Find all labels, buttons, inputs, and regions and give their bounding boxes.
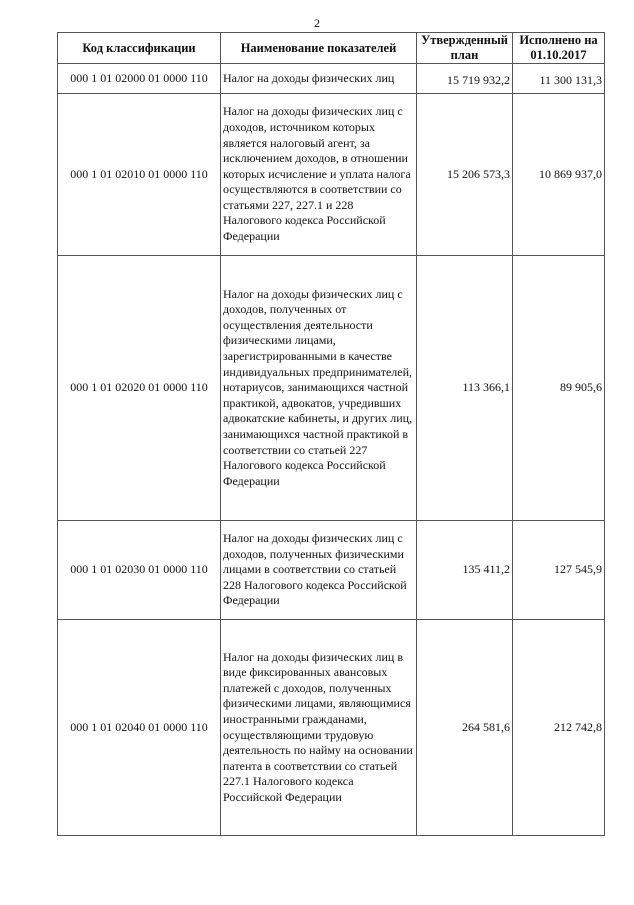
row-done: 10 869 937,0 (513, 94, 605, 256)
row-done: 212 742,8 (513, 620, 605, 836)
table-row (58, 64, 605, 94)
row-code: 000 1 01 02030 01 0000 110 (58, 521, 221, 620)
table-header-row (58, 33, 605, 64)
row-plan: 113 366,1 (417, 256, 513, 521)
row-name: Налог на доходы физических лиц в виде фиксированных авансовых платежей с доходов, полученных физическими лицами, являющимися иностранными гражданами, осуществляющими трудовую деятельность по найму на основании патента в соответствии со статьей 227.1 Налогового кодекса Российской Федерации (221, 620, 417, 836)
row-name: Налог на доходы физических лиц с доходов, полученных от осуществления деятельности физическими лицами, зарегистрированными в качестве индивидуальных предпринимателей, нотариусов, занимающихся частной практикой, адвокатов, учредивших адвокатские кабинеты, и других лиц, занимающихся частной практикой в соответствии со статьей 227 Налогового кодекса Российской Федерации (221, 256, 417, 521)
table-row (58, 94, 605, 256)
row-name: Налог на доходы физических лиц (221, 64, 417, 94)
row-plan: 135 411,2 (417, 521, 513, 620)
row-code: 000 1 01 02040 01 0000 110 (58, 620, 221, 836)
header-code: Код классификации (58, 33, 221, 64)
row-name: Налог на доходы физических лиц с доходов, источником которых является налоговый агент, за исключением доходов, в отношении которых исчисление и уплата налога осуществляются в соответствии со статьями 227, 227.1 и 228 Налогового кодекса Российской Федерации (221, 94, 417, 256)
page-number: 2 (314, 16, 320, 30)
row-done: 127 545,9 (513, 521, 605, 620)
row-plan: 15 719 932,2 (417, 64, 513, 94)
header-plan: Утвержденный план (417, 33, 513, 64)
row-code: 000 1 01 02010 01 0000 110 (58, 94, 221, 256)
header-done-line2: 01.10.2017 (530, 48, 587, 62)
header-done-line1: Исполнено на (519, 33, 598, 47)
budget-table (57, 32, 605, 836)
row-done: 89 905,6 (513, 256, 605, 521)
row-done: 11 300 131,3 (513, 64, 605, 94)
table-row (58, 256, 605, 521)
row-name: Налог на доходы физических лиц с доходов, полученных физическими лицами в соответствии со статьей 228 Налогового кодекса Российской Федерации (221, 521, 417, 620)
table-row (58, 521, 605, 620)
row-code: 000 1 01 02000 01 0000 110 (58, 64, 221, 94)
row-plan: 264 581,6 (417, 620, 513, 836)
row-plan: 15 206 573,3 (417, 94, 513, 256)
row-code: 000 1 01 02020 01 0000 110 (58, 256, 221, 521)
table-row (58, 620, 605, 836)
header-name: Наименование показателей (221, 33, 417, 64)
header-done (513, 33, 605, 64)
